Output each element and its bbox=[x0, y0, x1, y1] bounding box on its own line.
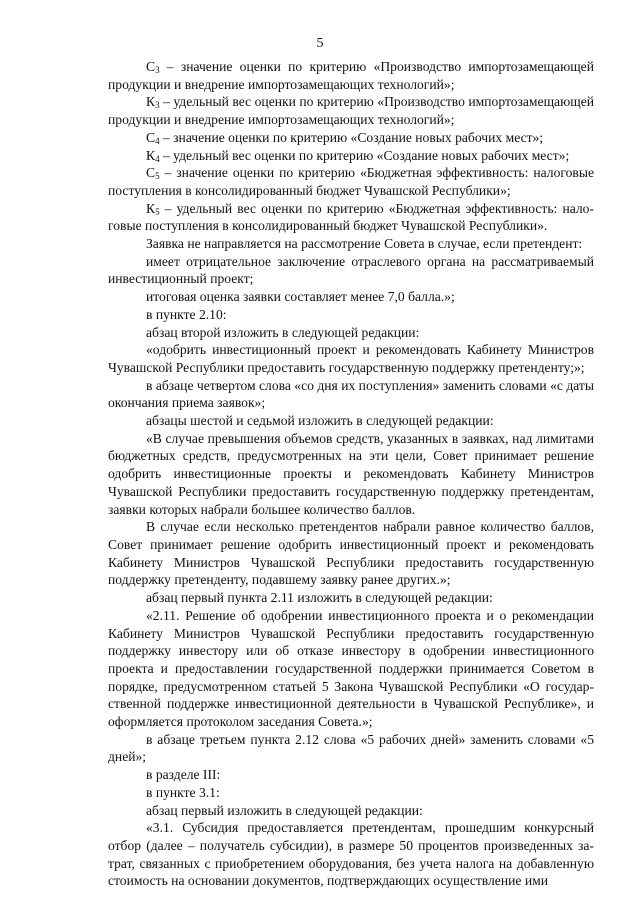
paragraph: имеет отрицательное заключение отраслевого органа на рассматриваемый инвестиционный проект; bbox=[108, 253, 594, 287]
paragraph: В случае если несколько претендентов набрали равное количество баллов, Совет принимает решение одобрить инвестиционный проект и рекомендовать Кабинету Министров Чувашской Республики предоставить государственную поддержку претенденту, подавшему заявку ранее других.»; bbox=[108, 519, 594, 588]
variable-subscript: 5 bbox=[155, 171, 160, 182]
variable-subscript: 3 bbox=[155, 100, 160, 111]
variable-subscript: 5 bbox=[155, 206, 160, 217]
paragraph: абзац первый пункта 2.11 изложить в следующей редакции: bbox=[146, 590, 493, 606]
variable-symbol: С bbox=[146, 129, 156, 145]
variable-description: – удельный вес оценки по критерию «Создание новых рабочих мест»; bbox=[159, 147, 570, 163]
variable-definition bbox=[108, 164, 594, 199]
paragraph: итоговая оценка заявки составляет менее 7,0 балла.»; bbox=[146, 289, 455, 305]
paragraph: в абзаце четвертом слова «со дня их поступления» заменить словами «с даты окончания приема заявок»; bbox=[108, 377, 594, 411]
paragraph: в пункте 2.10: bbox=[146, 306, 227, 322]
document-body bbox=[108, 58, 594, 890]
variable-symbol: С bbox=[146, 165, 156, 181]
variable-subscript: 3 bbox=[155, 65, 160, 75]
paragraph: в абзаце третьем пункта 2.12 слова «5 рабочих дней» заменить словами «5 дней»; bbox=[108, 731, 594, 765]
paragraph: «3.1. Субсидия предоставляется претендентам, прошедшим конкурсный отбор (далее – получатель субсидии), в размере 50 процентов произведенных затрат, связанных с приобретением оборудования, без учета налога на добавленную стоимость на основании документов, подтверждающих осуществление ими bbox=[108, 820, 594, 889]
variable-definition bbox=[108, 58, 594, 93]
paragraph: «В случае превышения объемов средств, указанных в заявках, над лимитами бюджетных средств, предусмотренных на эти цели, Совет принимает решение одобрить инвестиционные проекты и рекомендовать Кабинету Министров Чувашской Республики предоставить государственную поддержку претендентам, заявки которых набрали большее количество баллов. bbox=[108, 430, 594, 517]
paragraph: абзацы шестой и седьмой изложить в следующей редакции: bbox=[146, 413, 494, 429]
paragraph: Заявка не направляется на рассмотрение Совета в случае, если претендент: bbox=[146, 236, 583, 252]
variable-symbol: К bbox=[146, 147, 156, 163]
variable-subscript: 4 bbox=[155, 153, 160, 164]
variable-description: – значение оценки по критерию «Бюджетная эффективность: налоговые поступления в консолидированный бюджет Чувашской Республики»; bbox=[108, 165, 594, 198]
variable-symbol: К bbox=[146, 94, 156, 110]
variable-description: – удельный вес оценки по критерию «Производство импортозамещающей продукции и внедрение импортозамещающих технологий»; bbox=[108, 94, 594, 128]
paragraph: абзац первый изложить в следующей редакции: bbox=[146, 802, 423, 818]
variable-description: – значение оценки по критерию «Производство импортозамещающей продукции и внедрение импортозамещающих технологий»; bbox=[108, 59, 594, 92]
page-number: 5 bbox=[316, 36, 324, 51]
variable-subscript: 4 bbox=[155, 135, 160, 146]
variable-definition bbox=[108, 93, 594, 128]
paragraph: в пункте 3.1: bbox=[146, 784, 220, 800]
variable-symbol: К bbox=[146, 200, 156, 216]
paragraph: «2.11. Решение об одобрении инвестиционного проекта и о рекомендации Кабинету Министров Чувашской Республики предоставить государственную поддержку инвестору или об отказе инвестору в одобрении инвестиционного проекта и предоставлении государственной поддержки принимается Советом в порядке, предусмотренном статьей 5 Закона Чувашской Республики «О государственной поддержке инвестиционной деятельности в Чувашской Республике», и оформляется протоколом заседания Совета.»; bbox=[108, 607, 594, 730]
variable-symbol: С bbox=[146, 59, 156, 74]
paragraph: «одобрить инвестиционный проект и рекомендовать Кабинету Министров Чувашской Республики предоставить государственную поддержку претенденту;»; bbox=[108, 342, 594, 375]
variable-definition bbox=[108, 200, 594, 235]
variable-definition bbox=[108, 147, 594, 165]
variable-description: – удельный вес оценки по критерию «Бюджетная эффективность: налоговые поступления в консолидированный бюджет Чувашской Республики». bbox=[108, 200, 594, 234]
paragraph: в разделе III: bbox=[146, 767, 221, 783]
variable-definition bbox=[108, 129, 594, 147]
paragraph: абзац второй изложить в следующей редакции: bbox=[146, 324, 420, 340]
variable-description: – значение оценки по критерию «Создание новых рабочих мест»; bbox=[159, 129, 544, 145]
